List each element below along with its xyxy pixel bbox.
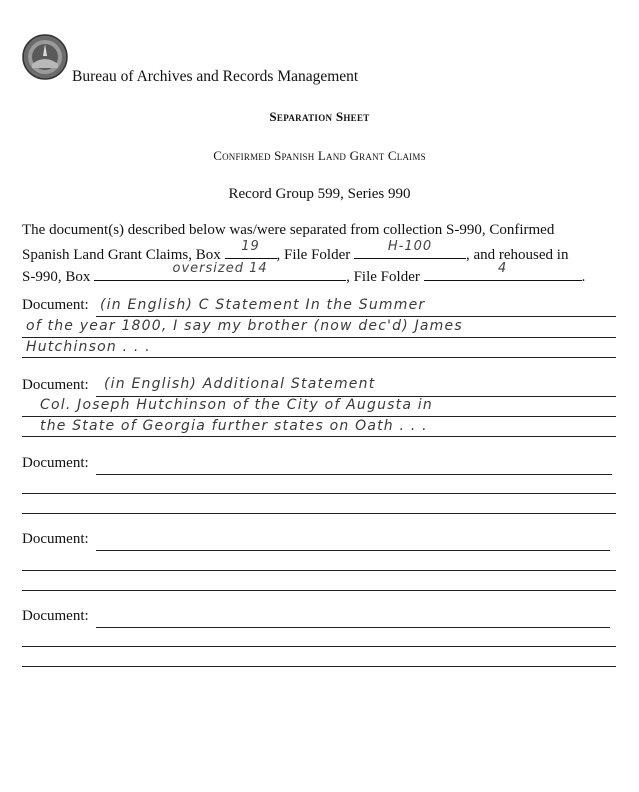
- document-line[interactable]: [22, 590, 616, 591]
- box-field[interactable]: [225, 239, 277, 259]
- document-label: Document:: [22, 455, 89, 471]
- document-line[interactable]: [22, 646, 616, 647]
- document-line[interactable]: [22, 337, 616, 338]
- document-line[interactable]: [96, 316, 616, 317]
- rehoused-box-field[interactable]: [94, 261, 346, 281]
- document-label: Document:: [22, 377, 89, 393]
- intro-text: , File Folder: [346, 269, 420, 285]
- document-entry-text: Hutchinson . . .: [26, 339, 151, 355]
- document-entry-text: of the year 1800, I say my brother (now dec'd) James: [26, 318, 463, 334]
- state-seal-icon: [22, 34, 68, 80]
- document-entry-text: (in English) Additional Statement: [104, 376, 376, 392]
- document-line[interactable]: [22, 513, 616, 514]
- agency-name: Bureau of Archives and Records Management: [72, 68, 359, 85]
- document-line[interactable]: [22, 436, 616, 437]
- intro-text: , File Folder: [276, 247, 351, 263]
- page-title: Separation Sheet: [269, 109, 370, 124]
- document-line[interactable]: [22, 416, 616, 417]
- document-line[interactable]: [22, 493, 616, 494]
- rehoused-box-value: oversized 14: [172, 261, 268, 276]
- document-line[interactable]: [96, 474, 612, 475]
- document-entry-text: Col. Joseph Hutchinson of the City of Augusta in: [40, 397, 433, 413]
- document-label: Document:: [22, 608, 89, 624]
- rehoused-folder-value: 4: [497, 261, 508, 276]
- collection-subtitle: Confirmed Spanish Land Grant Claims: [213, 148, 426, 163]
- document-label: Document:: [22, 297, 89, 313]
- box-value: 19: [241, 239, 260, 254]
- document-line[interactable]: [22, 570, 616, 571]
- intro-text: , and rehoused in: [466, 247, 569, 263]
- intro-line-3: [22, 261, 586, 286]
- document-line[interactable]: [96, 627, 610, 628]
- document-entry-text: the State of Georgia further states on Oath . . .: [40, 418, 428, 434]
- document-label: Document:: [22, 531, 89, 547]
- intro-text: S-990, Box: [22, 269, 91, 285]
- file-folder-field[interactable]: [354, 239, 466, 259]
- document-line[interactable]: [22, 357, 616, 358]
- intro-text: .: [581, 269, 586, 285]
- file-folder-value: H-100: [387, 239, 433, 254]
- record-group: Record Group 599, Series 990: [228, 186, 411, 202]
- document-line[interactable]: [22, 666, 616, 667]
- document-entry-text: (in English) C Statement In the Summer: [100, 297, 426, 313]
- intro-text: Spanish Land Grant Claims, Box: [22, 247, 221, 263]
- rehoused-folder-field[interactable]: [424, 261, 582, 281]
- document-line[interactable]: [96, 550, 610, 551]
- intro-line-1: The document(s) described below was/were separated from collection S-990, Confirmed: [22, 222, 555, 238]
